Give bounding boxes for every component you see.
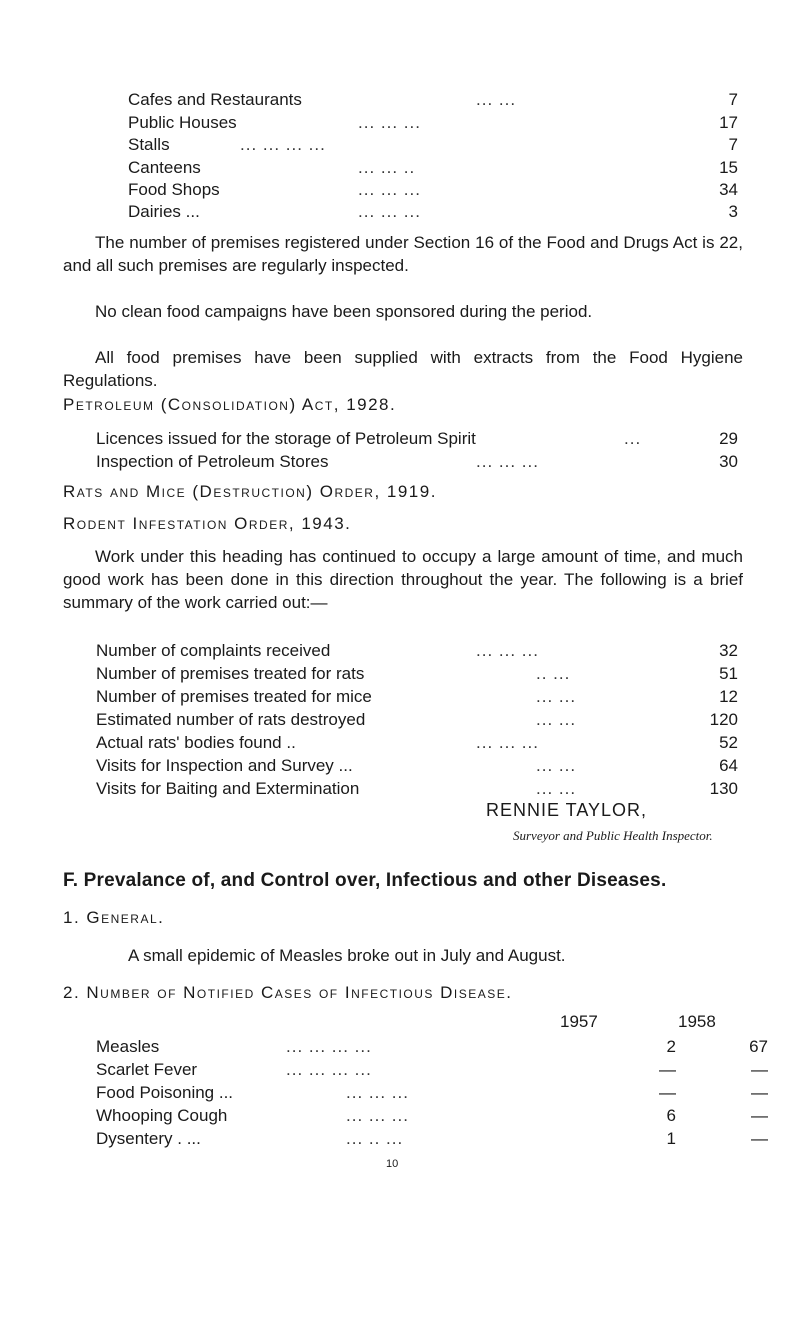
row-label: Dairies ... [128,202,200,221]
row-value: 7 [728,90,738,109]
table-row [96,427,738,451]
row-label: Measles [96,1037,160,1056]
value-1957: — [659,1060,676,1079]
row-label: Actual rats' bodies found .. [96,733,296,752]
row-label: Whooping Cough [96,1106,228,1125]
year-header-row [560,1010,760,1034]
table-row [96,1058,768,1082]
row-value: 3 [728,202,738,221]
row-value: 15 [719,158,738,177]
row-label: Number of premises treated for mice [96,687,372,706]
table-row [96,1104,768,1128]
row-value: 130 [709,779,738,798]
row-label: Licences issued for the storage of Petroleum Spirit [96,429,476,448]
row-label: Stalls [128,135,170,154]
year-1958-header: 1958 [678,1012,716,1031]
row-value: 120 [709,710,738,729]
paragraph-clean-food: No clean food campaigns have been sponsored during the period. [95,302,593,321]
row-label: Public Houses [128,113,237,132]
row-label: Cafes and Restaurants [128,90,302,109]
table-row [128,133,738,157]
row-value: 51 [719,664,738,683]
leader-dots: ... [624,429,642,448]
table-row [128,111,738,135]
leader-dots: .. ... [536,664,571,683]
row-label: Scarlet Fever [96,1060,198,1079]
paragraph-registered-premises: The number of premises registered under Section 16 of the Food and Drugs Act is 22, and all such premises are regularly inspected. [63,233,743,275]
table-row [96,777,738,801]
table-row [96,1081,768,1105]
value-1958: — [751,1106,768,1125]
row-label: Food Poisoning ... [96,1083,234,1102]
row-value: 64 [719,756,738,775]
value-1958: — [751,1083,768,1102]
row-label: Canteens [128,158,201,177]
leader-dots: ... ... ... [476,641,539,660]
leader-dots: ... ... ... [476,452,539,471]
leader-dots: ... ... ... [358,113,421,132]
value-1957: 6 [666,1106,676,1125]
table-row [96,731,738,755]
leader-dots: ... ... .. [358,158,416,177]
year-1957-header: 1957 [560,1012,598,1031]
leader-dots: ... ... ... ... [286,1060,372,1079]
row-value: 29 [719,429,738,448]
notified-cases-heading: 2. Number of Notified Cases of Infectious Disease. [63,983,513,1002]
general-heading: 1. General. [63,908,165,927]
value-1957: — [659,1083,676,1102]
table-row [96,1127,768,1151]
leader-dots: ... ... [536,710,577,729]
row-value: 17 [719,113,738,132]
table-row [96,754,738,778]
row-value: 7 [728,135,738,154]
table-row [96,1035,768,1059]
table-row [128,200,738,224]
row-label: Number of premises treated for rats [96,664,365,683]
table-row [96,685,738,709]
row-label: Inspection of Petroleum Stores [96,452,329,471]
leader-dots: ... .. ... [346,1129,404,1148]
leader-dots: ... ... ... [358,180,421,199]
row-label: Visits for Baiting and Extermination [96,779,360,798]
leader-dots: ... ... [536,756,577,775]
value-1957: 2 [666,1037,676,1056]
row-label: Number of complaints received [96,641,331,660]
leader-dots: ... ... ... ... [240,135,326,154]
rats-mice-heading: Rats and Mice (Destruction) Order, 1919. [63,482,437,501]
row-label: Food Shops [128,180,220,199]
page-number: 10 [386,1158,399,1170]
leader-dots: ... ... ... [476,733,539,752]
table-row [96,662,738,686]
leader-dots: ... ... ... [358,202,421,221]
rodent-heading: Rodent Infestation Order, 1943. [63,514,352,533]
value-1958: — [751,1129,768,1148]
paragraph-food-hygiene: All food premises have been supplied with extracts from the Food Hygiene Regulations. [63,348,743,390]
row-value: 32 [719,641,738,660]
leader-dots: ... ... [536,687,577,706]
leader-dots: ... ... ... [346,1083,409,1102]
row-label: Dysentery . ... [96,1129,201,1148]
paragraph-measles-epidemic: A small epidemic of Measles broke out in July and August. [128,946,566,965]
leader-dots: ... ... [476,90,517,109]
table-row [128,88,738,112]
row-value: 34 [719,180,738,199]
row-label: Visits for Inspection and Survey ... [96,756,353,775]
signature-title: Surveyor and Public Health Inspector. [513,828,713,843]
table-row [96,708,738,732]
section-f-heading: F. Prevalance of, and Control over, Infectious and other Diseases. [63,870,667,891]
paragraph-rodent-work: Work under this heading has continued to occupy a large amount of time, and much good work has been done in this direction throughout the year. The following is a brief summary of the work carried out:— [63,547,743,612]
row-label: Estimated number of rats destroyed [96,710,366,729]
table-row [96,450,738,474]
table-row [128,178,738,202]
petroleum-heading: Petroleum (Consolidation) Act, 1928. [63,395,397,414]
table-row [96,639,738,663]
signature-name: RENNIE TAYLOR, [486,800,648,820]
value-1957: 1 [666,1129,676,1148]
row-value: 52 [719,733,738,752]
table-row [128,156,738,180]
leader-dots: ... ... [536,779,577,798]
row-value: 12 [719,687,738,706]
leader-dots: ... ... ... [346,1106,409,1125]
value-1958: 67 [749,1037,768,1056]
leader-dots: ... ... ... ... [286,1037,372,1056]
value-1958: — [751,1060,768,1079]
row-value: 30 [719,452,738,471]
